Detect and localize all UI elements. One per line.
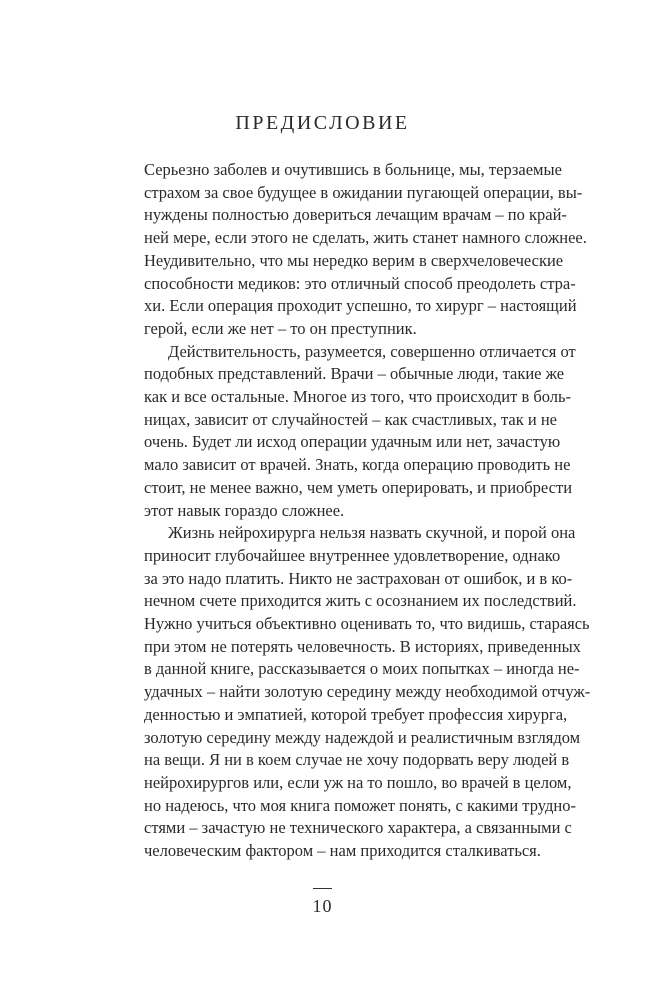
- text-line: нечном счете приходится жить с осознанием их последствий.: [144, 591, 577, 611]
- text-line: за это надо платить. Никто не застрахован от ошибок, и в ко-: [144, 568, 573, 588]
- text-line: Жизнь нейрохирурга нельзя назвать скучной, и порой она: [168, 523, 576, 543]
- text-line: мало зависит от врачей. Знать, когда операцию проводить не: [144, 455, 571, 475]
- text-line: ницах, зависит от случайностей – как счастливых, так и не: [144, 409, 557, 429]
- text-line: удачных – найти золотую середину между необходимой отчуж-: [144, 682, 591, 702]
- text-line: стоит, не менее важно, чем уметь оперировать, и приобрести: [144, 477, 573, 497]
- text-line: подобных представлений. Врачи – обычные люди, такие же: [144, 364, 565, 384]
- text-line: золотую середину между надеждой и реалистичным взглядом: [144, 727, 581, 747]
- text-line: Серьезно заболев и очутившись в больнице, мы, терзаемые: [144, 160, 562, 179]
- text-line: ней мере, если этого не сделать, жить станет намного сложнее.: [144, 228, 587, 248]
- text-line: способности медиков: это отличный способ преодолеть стра-: [144, 273, 576, 293]
- page-number: 10: [312, 896, 333, 916]
- text-line: в данной книге, рассказывается о моих попытках – иногда не-: [144, 659, 580, 679]
- body-text: [144, 159, 591, 863]
- chapter-title: ПРЕДИСЛОВИЕ: [235, 112, 410, 134]
- text-line: денностью и эмпатией, которой требует профессия хирурга,: [144, 704, 568, 724]
- text-line: приносит глубочайшее внутреннее удовлетворение, однако: [144, 545, 561, 565]
- text-line: этот навык гораздо сложнее.: [144, 500, 345, 520]
- text-line: как и все остальные. Многое из того, что происходит в боль-: [144, 387, 572, 407]
- page-number-rule: [313, 888, 332, 889]
- text-line: хи. Если операция проходит успешно, то хирург – настоящий: [144, 296, 577, 316]
- text-line: Неудивительно, что мы нередко верим в сверхчеловеческие: [144, 250, 564, 270]
- text-line: на вещи. Я ни в коем случае не хочу подорвать веру людей в: [144, 750, 570, 770]
- text-line: нуждены полностью довериться лечащим врачам – по край-: [144, 205, 567, 225]
- text-line: страхом за свое будущее в ожидании пугающей операции, вы-: [144, 182, 583, 202]
- text-line: нейрохирургов или, если уж на то пошло, во врачей в целом,: [144, 772, 572, 792]
- text-line: человеческим фактором – нам приходится сталкиваться.: [144, 841, 541, 861]
- text-line: Действительность, разумеется, совершенно отличается от: [168, 341, 576, 361]
- text-line: при этом не потерять человечность. В историях, приведенных: [144, 636, 581, 656]
- text-line: очень. Будет ли исход операции удачным или нет, зачастую: [144, 432, 561, 452]
- text-line: герой, если же нет – то он преступник.: [144, 318, 417, 338]
- text-line: но надеюсь, что моя книга поможет понять, с какими трудно-: [144, 795, 576, 815]
- text-line: Нужно учиться объективно оценивать то, что видишь, стараясь: [144, 614, 590, 634]
- text-line: стями – зачастую не технического характера, а связанными с: [144, 818, 572, 838]
